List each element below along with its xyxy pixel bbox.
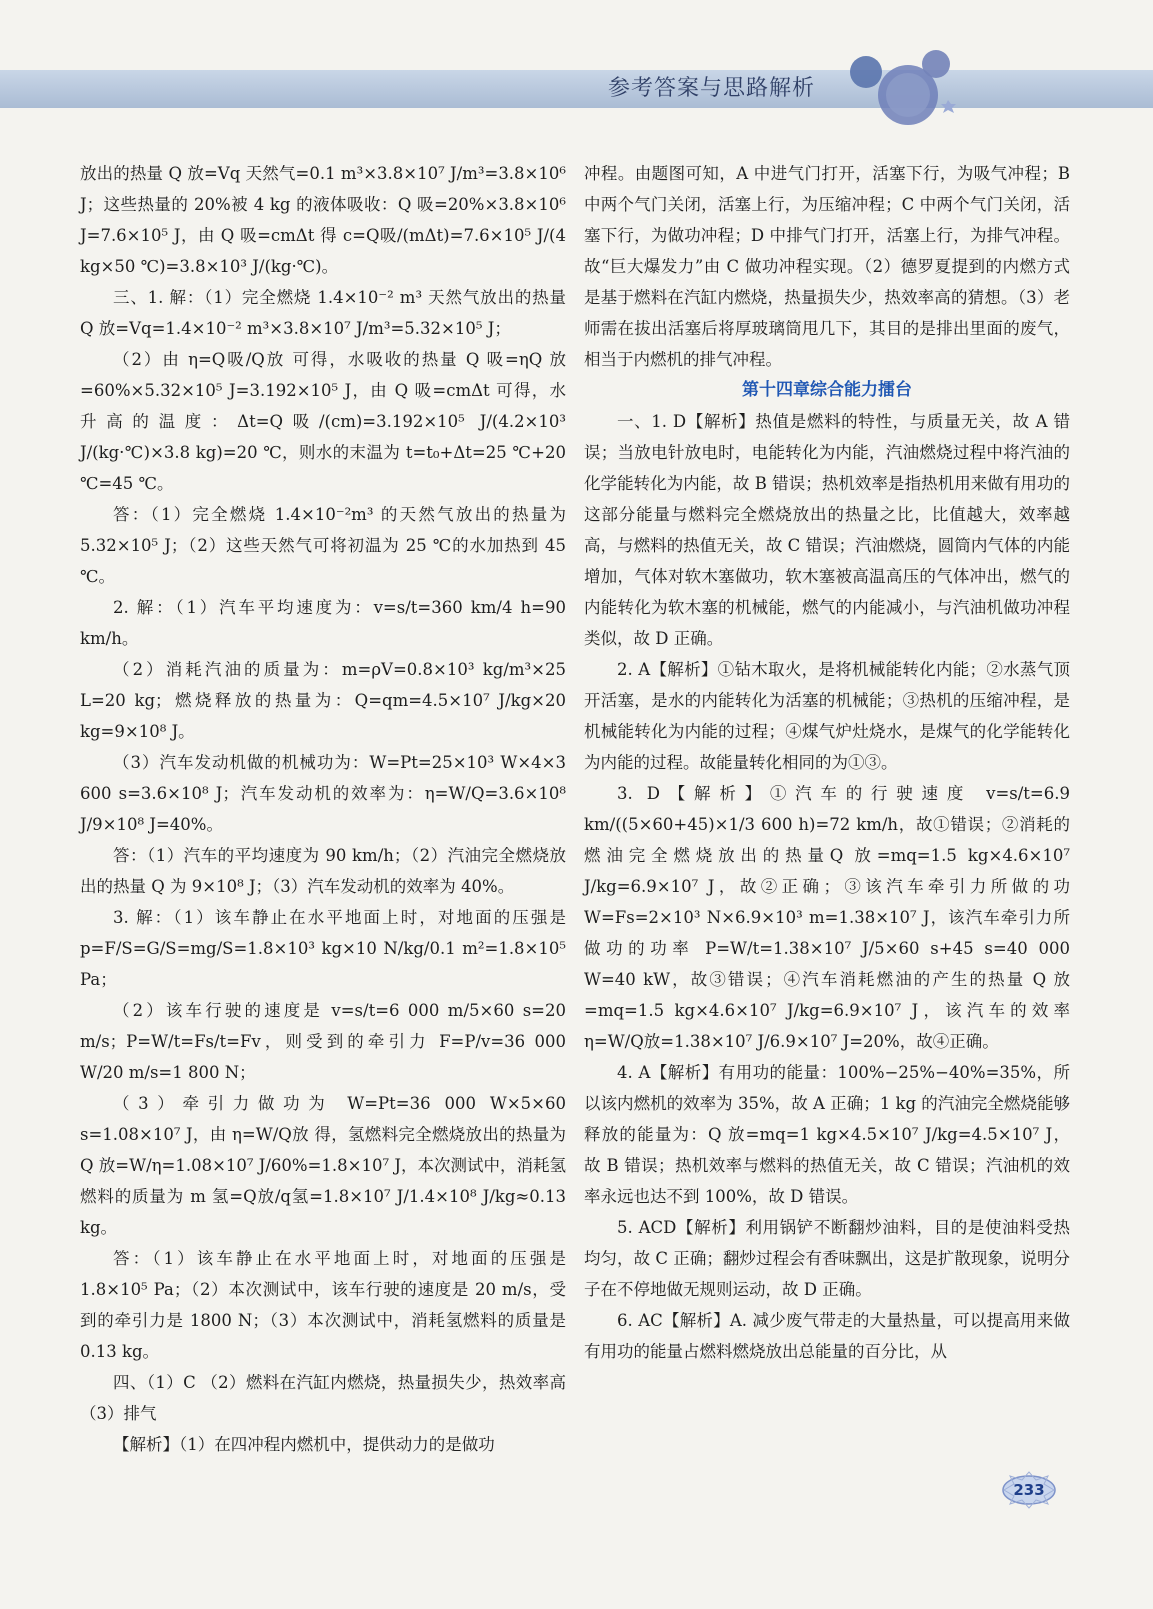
planets-icon xyxy=(848,40,958,140)
answer-item: 5. ACD【解析】利用锅铲不断翻炒油料，目的是使油料受热均匀，故 C 正确；翻炒过程会有香味飘出，这是扩散现象，说明分子在不停地做无规则运动，故 D 正确。 xyxy=(584,1218,1070,1299)
paragraph: （3）汽车发动机做的机械功为：W=Pt=25×10³ W×4×3 600 s=3.6×10⁸ J；汽车发动机的效率为：η=W/Q=3.6×10⁸ J/9×10⁸ J=40%。 xyxy=(80,753,566,834)
paragraph: 三、1. 解：（1）完全燃烧 1.4×10⁻² m³ 天然气放出的热量 Q 放=Vq=1.4×10⁻² m³×3.8×10⁷ J/m³=5.32×10⁵ J； xyxy=(80,288,566,338)
paragraph: 2. 解：（1）汽车平均速度为：v=s/t=360 km/4 h=90 km/h。 xyxy=(80,598,566,648)
paragraph: 答：（1）完全燃烧 1.4×10⁻²m³ 的天然气放出的热量为 5.32×10⁵ J；（2）这些天然气可将初温为 25 ℃的水加热到 45 ℃。 xyxy=(80,505,566,586)
paragraph: 答：（1）汽车的平均速度为 90 km/h；（2）汽油完全燃烧放出的热量 Q 为 9×10⁸ J；（3）汽车发动机的效率为 40%。 xyxy=(80,846,566,896)
paragraph: （2）该车行驶的速度是 v=s/t=6 000 m/5×60 s=20 m/s；P=W/t=Fs/t=Fv，则受到的牵引力 F=P/v=36 000 W/20 m/s=1 800 N； xyxy=(80,1001,566,1082)
paragraph: 冲程。由题图可知，A 中进气门打开，活塞下行，为吸气冲程；B 中两个气门关闭，活塞上行，为压缩冲程；C 中两个气门关闭，活塞下行，为做功冲程；D 中排气门打开，活塞上行，为排气冲程。故“巨大爆发力”由 C 做功冲程实现。（2）德罗夏提到的内燃方式是基于燃料在汽缸内燃烧，热量损失少，热效率高的猜想。（3）老师需在拔出活塞后将厚玻璃筒甩几下，其目的是排出里面的废气，相当于内燃机的排气冲程。 xyxy=(584,164,1070,369)
paragraph: 放出的热量 Q 放=Vq 天然气=0.1 m³×3.8×10⁷ J/m³=3.8×10⁶ J；这些热量的 20%被 4 kg 的液体吸收：Q 吸=20%×3.8×10⁶ J=7.6×10⁵ J，由 Q 吸=cmΔt 得 c=Q吸/(mΔt)=7.6×10⁵ J/(4 kg×50 ℃)=3.8×10³ J/(kg·℃)。 xyxy=(80,164,566,276)
paragraph: （2）消耗汽油的质量为：m=ρV=0.8×10³ kg/m³×25 L=20 kg；燃烧释放的热量为：Q=qm=4.5×10⁷ J/kg×20 kg=9×10⁸ J。 xyxy=(80,660,566,741)
header-band xyxy=(0,70,1153,108)
header-title: 参考答案与思路解析 xyxy=(608,76,816,101)
paragraph: （2）由 η=Q吸/Q放 可得，水吸收的热量 Q 吸=ηQ 放=60%×5.32×10⁵ J=3.192×10⁵ J，由 Q 吸=cmΔt 可得，水升高的温度：Δt=Q吸/(cm)=3.192×10⁵ J/(4.2×10³ J/(kg·℃)×3.8 kg)=20 ℃，则水的末温为 t=t₀+Δt=25 ℃+20 ℃=45 ℃。 xyxy=(80,350,566,493)
answer-item: 4. A【解析】有用功的能量：100%−25%−40%=35%，所以该内燃机的效率为 35%，故 A 正确；1 kg 的汽油完全燃烧能够释放的能量为：Q 放=mq=1 kg×4.5×10⁷ J/kg=4.5×10⁷ J，故 B 错误；热机效率与燃料的热值无关，故 C 错误；汽油机的效率永远也达不到 100%，故 D 错误。 xyxy=(584,1063,1070,1206)
paragraph: 【解析】（1）在四冲程内燃机中，提供动力的是做功 xyxy=(113,1435,495,1454)
answer-item: 6. AC【解析】A. 减少废气带走的大量热量，可以提高用来做有用功的能量占燃料燃烧放出总能量的百分比，从 xyxy=(584,1311,1070,1361)
paragraph: 答：（1）该车静止在水平地面上时，对地面的压强是 1.8×10⁵ Pa；（2）本次测试中，该车行驶的速度是 20 m/s，受到的牵引力是 1800 N；（3）本次测试中，消耗氢燃料的质量是 0.13 kg。 xyxy=(80,1249,566,1361)
paragraph: 四、（1）C （2）燃料在汽缸内燃烧，热量损失少，热效率高 （3）排气 xyxy=(80,1373,566,1423)
right-column xyxy=(584,158,1070,1367)
answer-item: 一、1. D【解析】热值是燃料的特性，与质量无关，故 A 错误；当放电针放电时，电能转化为内能，汽油燃烧过程中将汽油的化学能转化为内能，故 B 错误；热机效率是指热机用来做有用功的这部分能量与燃料完全燃烧放出的热量之比，比值越大，效率越高，与燃料的热值无关，故 C 错误；汽油燃烧，圆筒内气体的内能增加，气体对软木塞做功，软木塞被高温高压的气体冲出，燃气的内能转化为软木塞的机械能，燃气的内能减小，与汽油机做功冲程类似，故 D 正确。 xyxy=(584,412,1070,648)
left-column xyxy=(80,158,566,1460)
paragraph: （3）牵引力做功为 W=Pt=36 000 W×5×60 s=1.08×10⁷ J，由 η=W/Q放 得，氢燃料完全燃烧放出的热量为 Q 放=W/η=1.08×10⁷ J/60%=1.8×10⁷ J，本次测试中，消耗氢燃料的质量为 m 氢=Q放/q氢=1.8×10⁷ J/1.4×10⁸ J/kg≈0.13 kg。 xyxy=(80,1094,566,1237)
answer-item: 3. D【解析】①汽车的行驶速度 v=s/t=6.9 km/((5×60+45)×1/3 600 h)=72 km/h，故①错误；②消耗的燃油完全燃烧放出的热量Q 放=mq=1.5 kg×4.6×10⁷ J/kg=6.9×10⁷ J，故②正确；③该汽车牵引力所做的功 W=Fs=2×10³ N×6.9×10³ m=1.38×10⁷ J，该汽车牵引力所做功的功率 P=W/t=1.38×10⁷ J/5×60 s+45 s=40 000 W=40 kW，故③错误；④汽车消耗燃油的产生的热量 Q 放=mq=1.5 kg×4.6×10⁷ J/kg=6.9×10⁷ J，该汽车的效率 η=W/Q放=1.38×10⁷ J/6.9×10⁷ J=20%，故④正确。 xyxy=(584,784,1070,1051)
page-number-badge xyxy=(1000,1470,1058,1510)
page-number: 233 xyxy=(1013,1481,1045,1499)
paragraph: 3. 解：（1）该车静止在水平地面上时，对地面的压强是 p=F/S=G/S=mg/S=1.8×10³ kg×10 N/kg/0.1 m²=1.8×10⁵ Pa； xyxy=(80,908,566,989)
answer-item: 2. A【解析】①钻木取火，是将机械能转化内能；②水蒸气顶开活塞，是水的内能转化为活塞的机械能；③热机的压缩冲程，是机械能转化为内能的过程；④煤气炉灶烧水，是煤气的化学能转化为内能的过程。故能量转化相同的为①③。 xyxy=(584,660,1070,772)
section-title: 第十四章综合能力擂台 xyxy=(742,380,912,400)
